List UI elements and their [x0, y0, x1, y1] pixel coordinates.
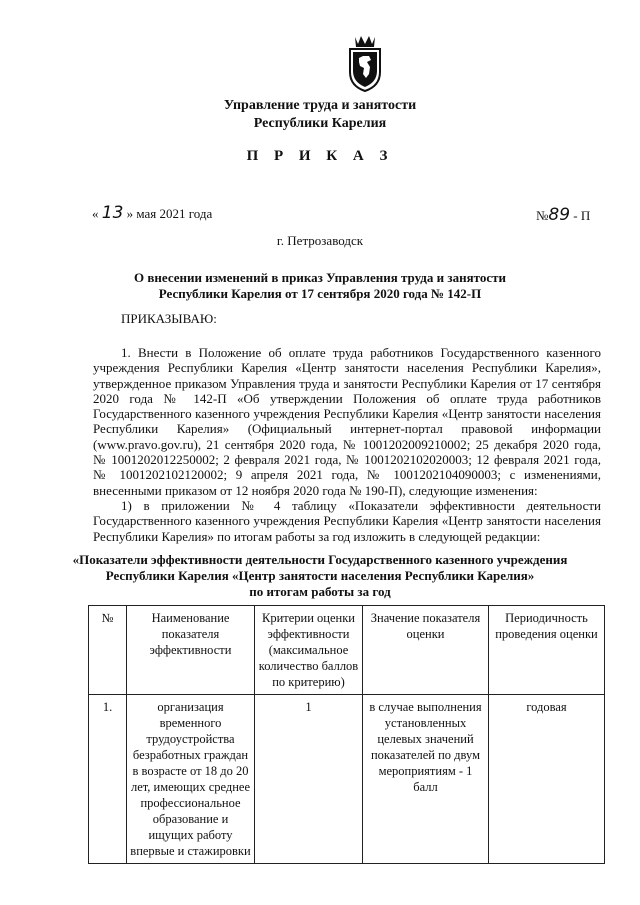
date-open-quote: « — [92, 206, 99, 221]
date-close-quote: » — [126, 206, 134, 221]
cell-criteria: 1 — [255, 695, 363, 864]
paragraph-line: учреждения Республики Карелия «Центр занятости населения Республики Карелия», — [93, 360, 601, 376]
order-number — [536, 207, 590, 224]
header-indicator-name: Наименование показателя эффективности — [127, 606, 255, 695]
header-number: № — [89, 606, 127, 695]
paragraph-line: Республики Карелия» по итогам работы за год изложить в следующей редакции: — [93, 528, 541, 544]
paragraph-line: (www.pravo.gov.ru), 21 сентября 2020 года, № 1001202009210002; 25 декабря 2020 года, — [93, 436, 601, 452]
paragraph-2 — [93, 498, 601, 544]
subject-line1: О внесении изменений в приказ Управления труда и занятости — [134, 270, 506, 285]
org-name-line1: Управление труда и занятости — [223, 98, 417, 113]
paragraph-line: Республики Карелия» (Официальный интернет-портал правовой информации — [93, 421, 601, 437]
table-row — [89, 695, 605, 864]
paragraph-line: № 1001202012250002; 2 февраля 2021 года, № 1001202102020003; 12 февраля 2021 года, — [93, 452, 601, 468]
paragraph-line: Государственного казенного учреждения Республики Карелия «Центр занятости населения — [93, 513, 601, 529]
indicators-table — [88, 605, 605, 864]
number-suffix: - П — [573, 208, 591, 223]
table-heading-line2: Республики Карелия «Центр занятости населения Республики Карелия» — [105, 568, 535, 583]
paragraph-line: 1) в приложении № 4 таблицу «Показатели эффективности деятельности — [121, 498, 601, 513]
org-name-line2: Республики Карелия — [253, 116, 387, 131]
header-value: Значение показателя оценки — [363, 606, 489, 695]
table-header-row — [89, 606, 605, 695]
order-date — [92, 205, 212, 222]
date-month-year: мая 2021 года — [136, 206, 213, 221]
number-value-handwritten: 89 — [548, 205, 571, 225]
cell-number: 1. — [89, 695, 127, 864]
paragraph-line: 2020 года № 142-П «Об утверждении Положения об оплате труда работников — [93, 390, 601, 406]
document-type-title: П Р И К А З — [246, 148, 394, 164]
cell-periodicity: годовая — [489, 695, 605, 864]
paragraph-1 — [93, 345, 601, 498]
subject-line2: Республики Карелия от 17 сентября 2020 года № 142-П — [158, 286, 482, 301]
paragraph-line: № 1001202102120002; 9 апреля 2021 года, № 1001202104090003; с изменениями, — [93, 467, 601, 483]
header-periodicity: Периодичность проведения оценки — [489, 606, 605, 695]
paragraph-line: внесенными приказом от 12 ноября 2020 года № 190-П), следующие изменения: — [93, 482, 538, 498]
header-criteria: Критерии оценки эффективности (максимальное количество баллов по критерию) — [255, 606, 363, 695]
order-word: ПРИКАЗЫВАЮ: — [121, 311, 217, 326]
cell-value: в случае выполнения установленных целевых значений показателей по двум мероприятиям - 1 балл — [363, 695, 489, 864]
karelia-emblem-icon — [347, 34, 383, 92]
paragraph-line: утвержденное приказом Управления труда и занятости Республики Карелия от 17 сентября — [93, 375, 601, 391]
cell-indicator-name: организация временного трудоустройства безработных граждан в возрасте от 18 до 20 лет, имеющих среднее профессиональное образование и ищущих работу впервые и стажировки — [127, 695, 255, 864]
number-prefix: № — [536, 208, 549, 223]
table-heading-line1: «Показатели эффективности деятельности Государственного казенного учреждения — [72, 552, 568, 567]
paragraph-line: 1. Внести в Положение об оплате труда работников Государственного казенного — [121, 345, 601, 360]
city: г. Петрозаводск — [276, 233, 364, 248]
date-day-handwritten: 13 — [101, 203, 124, 223]
paragraph-line: Государственного казенного учреждения Республики Карелия «Центр занятости населения — [93, 406, 601, 422]
table-heading-line3: по итогам работы за год — [249, 584, 391, 599]
